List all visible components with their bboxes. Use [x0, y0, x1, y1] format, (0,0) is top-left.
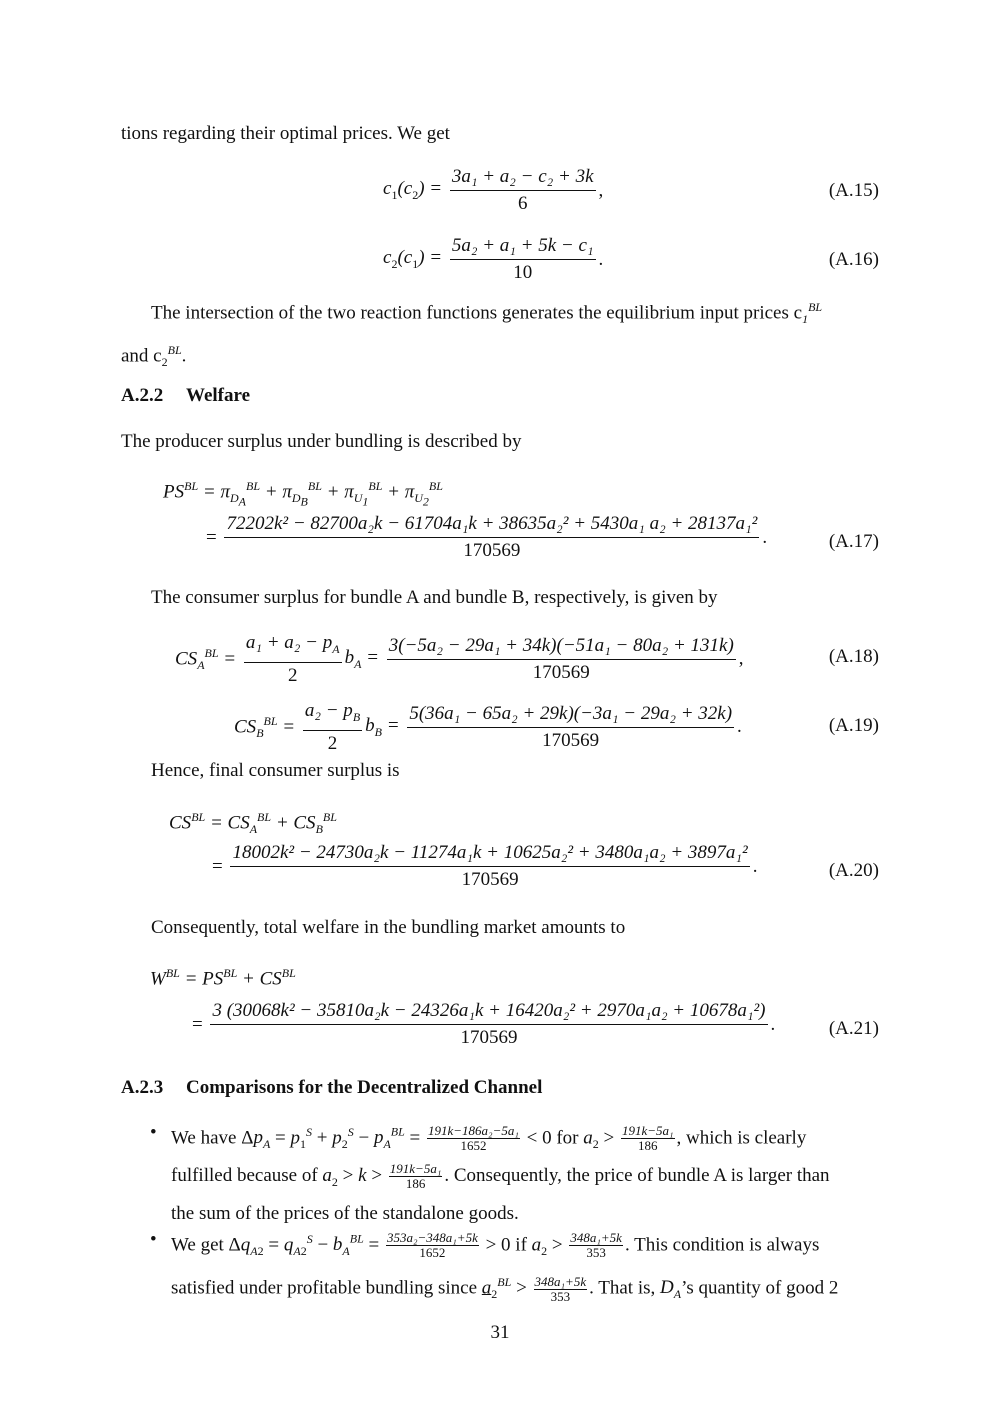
eq-a17-denominator: 170569	[463, 540, 521, 561]
eq-a15-numerator: 3a₁ + a₂ − c₂ + 3k	[450, 166, 596, 191]
paragraph-intersection: The intersection of the two reaction functions generates the equilibrium input prices $c_1^{BL}$ and $c_2^{BL}$.	[121, 300, 823, 370]
paragraph-final-consumer-surplus: Hence, final consumer surplus is	[151, 760, 400, 781]
section-heading-comparisons: A.2.3 Comparisons for the Decentralized Channel	[121, 1077, 543, 1098]
equation-a16: $c_2(c_1)$ = $\frac{\text{5a₂ + a₁ + 5k − c₁}}{10}$ . (A.16)	[383, 235, 879, 283]
equation-a15: $c_1(c_2)$ = $\frac{\text{3a₁ + a₂ − c₂ + 3k}}{6}$ , (A.15)	[383, 166, 879, 214]
eq-a21-label: (A.21)	[828, 1018, 879, 1039]
bullet-icon: •	[150, 1229, 157, 1250]
eq-a18-denominator: 170569	[532, 661, 590, 683]
page-number: 31	[490, 1322, 510, 1343]
eq-a18-numerator: 3(−5a₂ − 29a₁ + 34k)(−51a₁ − 80a₂ + 131k)	[387, 635, 736, 660]
eq-a19-denominator: 170569	[542, 729, 600, 751]
eq-a20-label: (A.20)	[828, 860, 879, 881]
eq-a19-numerator: 5(36a₁ − 65a₂ + 29k)(−3a₁ − 29a₂ + 32k)	[407, 703, 734, 728]
eq-a16-numerator: 5a₂ + a₁ + 5k − c₁	[450, 235, 596, 260]
eq-a16-denominator: 10	[513, 262, 533, 283]
paragraph-consumer-surplus: The consumer surplus for bundle A and bundle B, respectively, is given by	[151, 587, 718, 608]
eq-a18-label: (A.18)	[828, 646, 879, 667]
eq-a20-denominator: 170569	[461, 869, 519, 890]
bullet-item-quantity-comparison: • We get $\Delta q_{A2} = q_{A2}^S - b_A^{BL}$ = $\frac{\text{353a₂−348a₁+5k}}{1652}$ > 0 if $a_2$ > $\frac{\text{348a₁+5k}}{353}$ . This condition is always satisfied under profitable bundling since $a_2^{BL}$ > $\frac{\text{348a₁+5k}}{353}$ . That is, $D_A’s$ quantity of good 2	[150, 1224, 879, 1310]
eq-a16-label: (A.16)	[828, 249, 879, 270]
eq-a21-numerator: 3 (30068k² − 35810a₂k − 24326a₁k + 16420a₂² + 2970a₁a₂ + 10678a₁²)	[210, 1000, 767, 1025]
eq-a20-numerator: 18002k² − 24730a₂k − 11274a₁k + 10625a₂² + 3480a₁a₂ + 3897a₁²	[230, 842, 749, 867]
eq-a19-label: (A.19)	[828, 715, 879, 736]
eq-a15-denominator: 6	[517, 193, 528, 214]
paragraph-top: tions regarding their optimal prices. We get	[121, 123, 450, 144]
paragraph-total-welfare: Consequently, total welfare in the bundling market amounts to	[151, 917, 626, 938]
bullet-icon: •	[150, 1122, 157, 1143]
eq-a17-numerator: 72202k² − 82700a₂k − 61704a₁k + 38635a₂² + 5430a₁ a₂ + 28137a₁²	[224, 513, 759, 538]
bullet-item-price-comparison: • We have $\Delta p_A = p_1^S + p_2^S - p_A^{BL}$ = $\frac{\text{191k−186a₂−5a₁}}{1652}$ < 0 for $a_2$ > $\frac{\text{191k−5a₁}}{186}$ , which is clearly fulfilled because of $a_2 > k$ > $\frac{\text{191k−5a₁}}{186}$ . Consequently, the price of bundle A is larger than the sum of the prices of the standalone goods.	[150, 1117, 879, 1229]
eq-a17-label: (A.17)	[828, 531, 879, 552]
paragraph-producer-surplus: The producer surplus under bundling is described by	[121, 431, 522, 452]
eq-a15-label: (A.15)	[828, 180, 879, 201]
eq-a21-denominator: 170569	[460, 1027, 518, 1048]
section-heading-welfare: A.2.2 Welfare	[121, 385, 251, 406]
